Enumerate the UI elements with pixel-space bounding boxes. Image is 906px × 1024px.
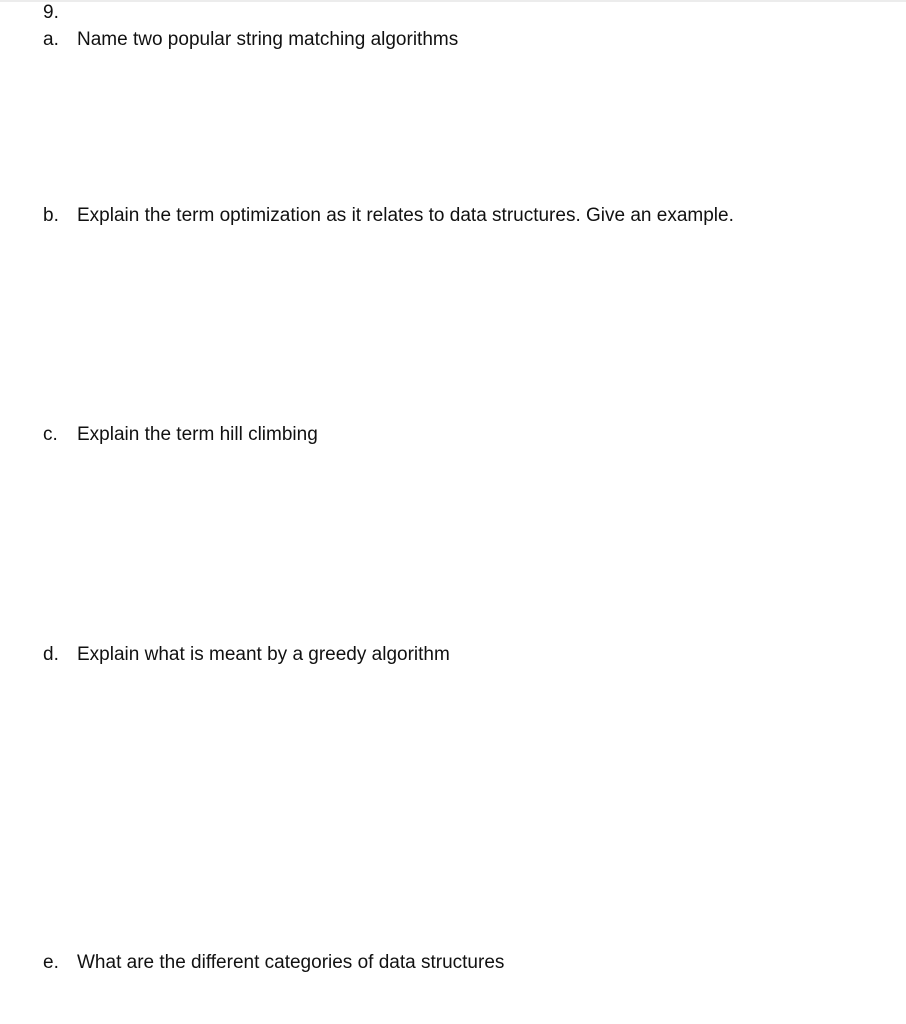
item-letter: e. <box>43 952 59 973</box>
item-text: Explain the term optimization as it relates to data structures. Give an example. <box>77 205 734 226</box>
question-item-a <box>0 27 906 53</box>
item-text: Explain what is meant by a greedy algorithm <box>77 644 450 665</box>
item-text: Name two popular string matching algorithms <box>77 29 459 50</box>
item-letter: a. <box>43 29 59 50</box>
item-letter: c. <box>43 424 58 445</box>
item-text: What are the different categories of data structures <box>77 952 505 973</box>
page-top-divider <box>0 0 906 2</box>
item-letter: d. <box>43 644 59 665</box>
item-letter: b. <box>43 205 59 226</box>
question-item-c <box>0 422 906 448</box>
question-number: 9. <box>43 2 59 23</box>
item-text: Explain the term hill climbing <box>77 424 318 445</box>
question-item-d <box>0 642 906 668</box>
question-item-e <box>0 950 906 976</box>
question-item-b <box>0 203 906 229</box>
